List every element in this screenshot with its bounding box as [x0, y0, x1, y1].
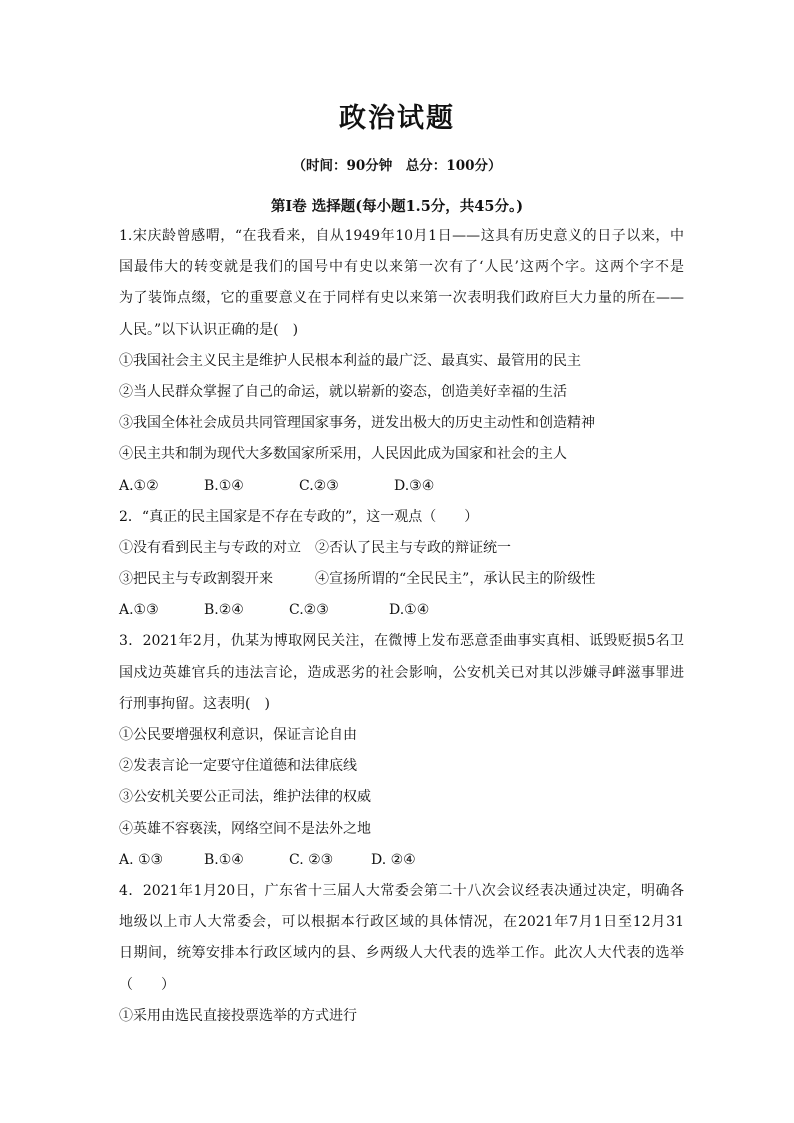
questions [119, 221, 684, 1032]
answer-option-d: D.③④ [394, 477, 435, 494]
answer-option-a: A.①③ [119, 602, 159, 619]
question-stem-line: 国最伟大的转变就是我们的国号中有史以来第一次有了‘人民’这两个字。这两个字不是 [119, 259, 684, 276]
question-stem-line: （ ） [119, 976, 175, 993]
question-stem-line: 为了装饰点缀，它的重要意义在于同样有史以来第一次表明我们政府巨大力量的所在—— [119, 290, 684, 307]
question-stem-line: 行刑事拘留。这表明( ) [119, 695, 270, 712]
statement-item: ②发表言论一定要守住道德和法律底线 [119, 758, 357, 775]
answer-option-c: C. ②③ [289, 851, 334, 868]
answer-options [119, 471, 684, 502]
answer-option-a: A. ①③ [119, 851, 164, 868]
statement-item: ①没有看到民主与专政的对立 ②否认了民主与专政的辩证统一 [119, 539, 511, 556]
answer-option-d: D. ②④ [371, 851, 416, 868]
answer-options [119, 845, 684, 876]
statement-item: ①采用由选民直接投票选举的方式进行 [119, 1007, 357, 1024]
question-3 [119, 626, 684, 876]
question-1 [119, 221, 684, 502]
statement-item: ③我国全体社会成员共同管理国家事务，迸发出极大的历史主动性和创造精神 [119, 415, 595, 432]
question-stem-line: 国戍边英雄官兵的违法言论，造成恶劣的社会影响，公安机关已对其以涉嫌寻衅滋事罪进 [119, 664, 684, 681]
statement-item: ②当人民群众掌握了自己的命运，就以崭新的姿态，创造美好幸福的生活 [119, 383, 567, 400]
answer-options [119, 595, 684, 626]
question-stem-line: 日期间，统筹安排本行政区域内的县、乡两级人大代表的选举工作。此次人大代表的选举 [119, 945, 684, 962]
answer-option-d: D.①④ [389, 602, 430, 619]
answer-option-c: C.②③ [289, 602, 329, 619]
question-2 [119, 502, 684, 627]
statement-item: ①我国社会主义民主是维护人民根本利益的最广泛、最真实、最管用的民主 [119, 352, 581, 369]
question-stem-line: 2．“真正的民主国家是不存在专政的”，这一观点（ ） [119, 508, 479, 525]
question-stem-line: 人民。”以下认识正确的是( ) [119, 321, 299, 338]
question-stem-line: 1.宋庆龄曾感喟，“在我看来，自从1949年10月1日——这具有历史意义的日子以来，中 [119, 228, 684, 244]
section-heading: 第Ⅰ卷 选择题(每小题1.5分，共45分。) [270, 198, 524, 215]
statement-item: ④民主共和制为现代大多数国家所采用，人民因此成为国家和社会的主人 [119, 446, 567, 463]
exam-time-score: （时间：90分钟 总分：100分） [292, 158, 502, 174]
question-stem-line: 地级以上市人大常委会，可以根据本行政区域的具体情况，在2021年7月1日至12月31 [119, 914, 684, 931]
answer-option-b: B.①④ [204, 851, 244, 868]
question-stem-line: 4．2021年1月20日，广东省十三届人大常委会第二十八次会议经表决通过决定，明确各 [119, 882, 684, 899]
statement-item: ③公安机关要公正司法，维护法律的权威 [119, 789, 371, 806]
answer-option-b: B.①④ [204, 477, 244, 494]
statement-item: ①公民要增强权利意识，保证言论自由 [119, 727, 357, 743]
statement-item: ④英雄不容亵渎，网络空间不是法外之地 [119, 820, 371, 837]
question-stem-line: 3．2021年2月，仇某为博取网民关注，在微博上发布恶意歪曲事实真相、诋毁贬损5名卫 [119, 633, 684, 650]
question-4 [119, 876, 684, 1032]
page-title: 政治试题 [339, 103, 455, 134]
answer-option-c: C.②③ [299, 477, 339, 494]
answer-option-b: B.②④ [204, 602, 244, 619]
answer-option-a: A.①② [119, 477, 159, 494]
statement-item: ③把民主与专政割裂开来 ④宣扬所谓的“全民民主”，承认民主的阶级性 [119, 571, 596, 588]
